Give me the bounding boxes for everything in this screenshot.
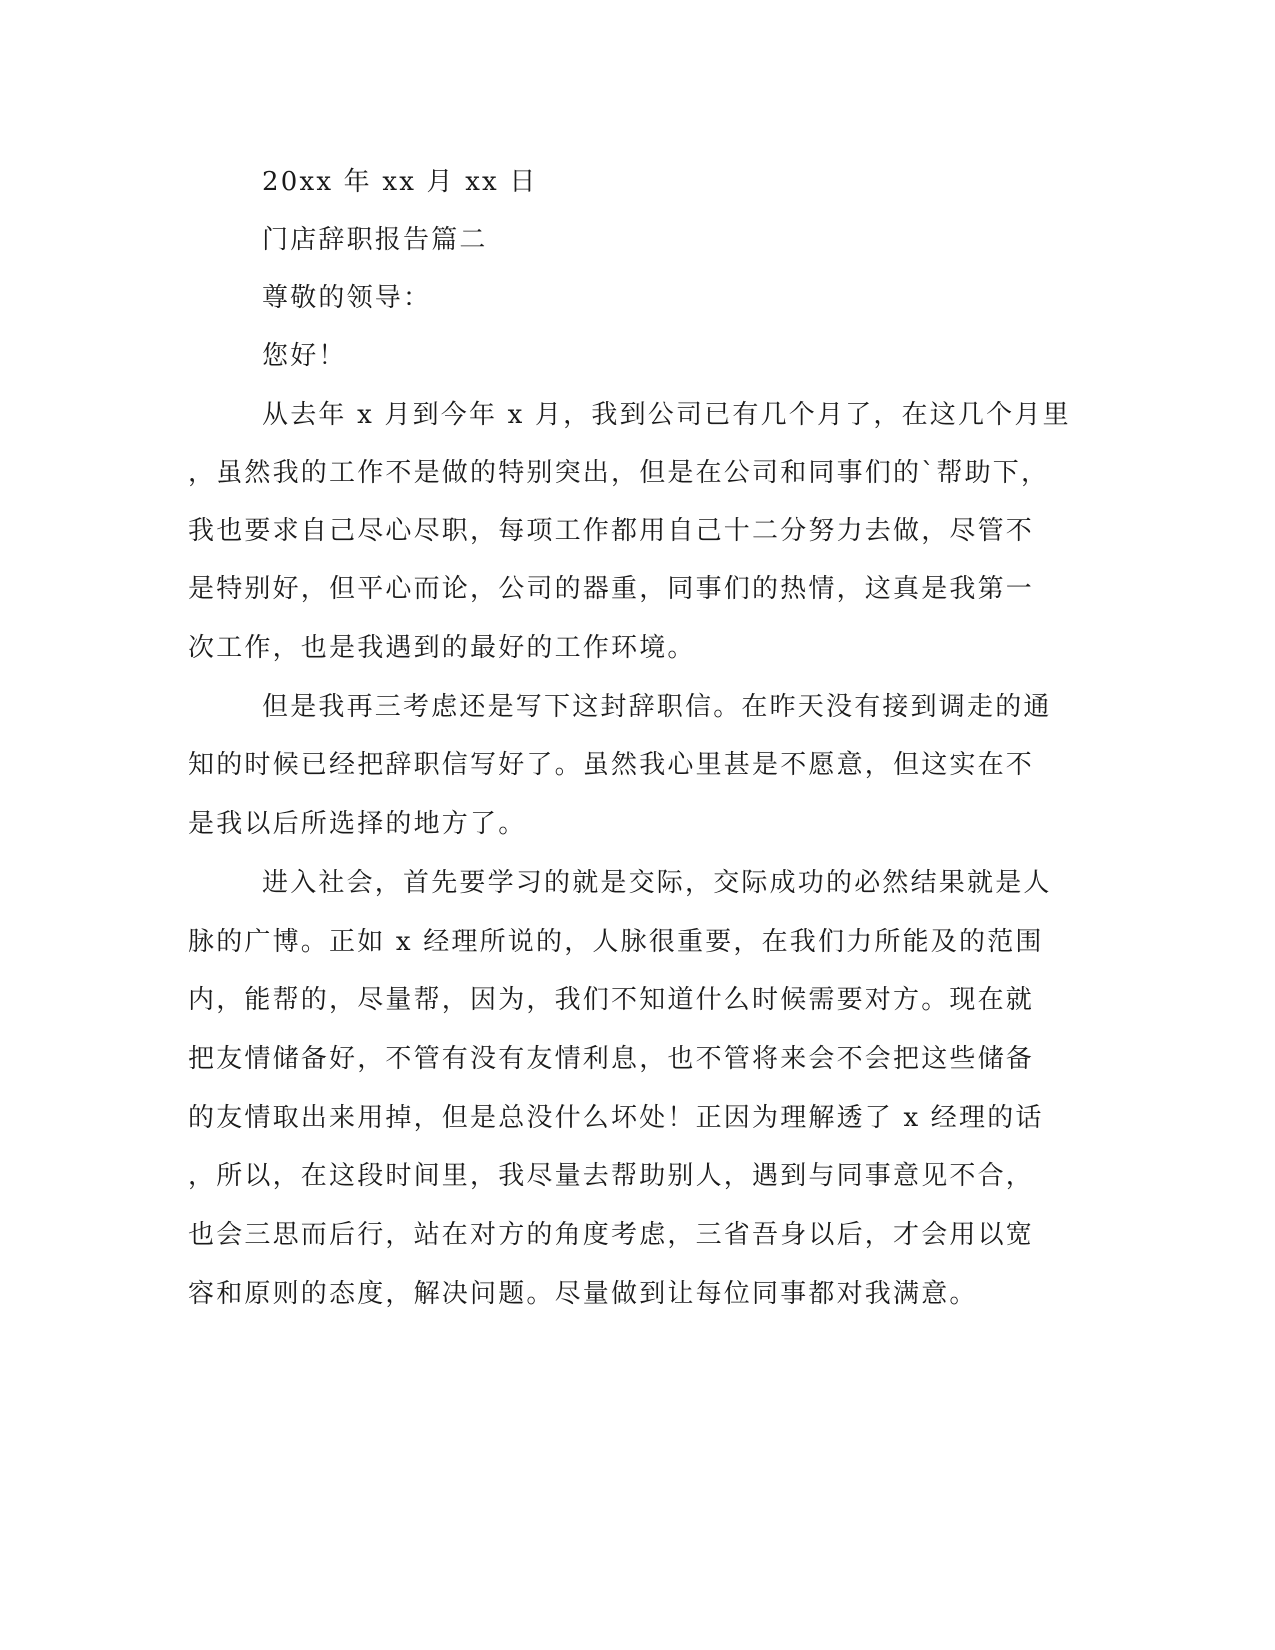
paragraph-line: 内，能帮的，尽量帮，因为，我们不知道什么时候需要对方。现在就 (188, 985, 1035, 1015)
paragraph-line: 是特别好，但平心而论，公司的器重，同事们的热情，这真是我第一 (188, 574, 1035, 604)
paragraph-line: ，虽然我的工作不是做的特别突出，但是在公司和同事们的`帮助下， (188, 458, 1050, 488)
paragraph-line: 进入社会，首先要学习的就是交际，交际成功的必然结果就是人 (262, 868, 1052, 898)
paragraph-line: 也会三思而后行，站在对方的角度考虑，三省吾身以后，才会用以宽 (188, 1220, 1035, 1250)
paragraph-line: 的友情取出来用掉，但是总没什么坏处！正因为理解透了 x 经理的话 (188, 1103, 1044, 1133)
paragraph-line: 我也要求自己尽心尽职，每项工作都用自己十二分努力去做，尽管不 (188, 516, 1035, 546)
paragraph-line: 容和原则的态度，解决问题。尽量做到让每位同事都对我满意。 (188, 1279, 978, 1309)
paragraph-line: 知的时候已经把辞职信写好了。虽然我心里甚是不愿意，但这实在不 (188, 750, 1035, 780)
document-title: 门店辞职报告篇二 (262, 225, 488, 255)
paragraph-line: 是我以后所选择的地方了。 (188, 809, 527, 839)
paragraph-line: 但是我再三考虑还是写下这封辞职信。在昨天没有接到调走的通 (262, 692, 1052, 722)
salutation: 尊敬的领导： (262, 283, 432, 313)
paragraph-line: 把友情储备好，不管有没有友情利息，也不管将来会不会把这些储备 (188, 1044, 1035, 1074)
greeting: 您好！ (262, 341, 347, 371)
paragraph-line: 脉的广博。正如 x 经理所说的，人脉很重要，在我们力所能及的范围 (188, 927, 1044, 957)
paragraph-line: 次工作，也是我遇到的最好的工作环境。 (188, 633, 696, 663)
paragraph-line: 从去年 x 月到今年 x 月，我到公司已有几个月了，在这几个月里 (262, 400, 1071, 430)
date-line: 20xx 年 xx 月 xx 日 (262, 167, 538, 197)
paragraph-line: ，所以，在这段时间里，我尽量去帮助别人，遇到与同事意见不合， (188, 1161, 1035, 1191)
